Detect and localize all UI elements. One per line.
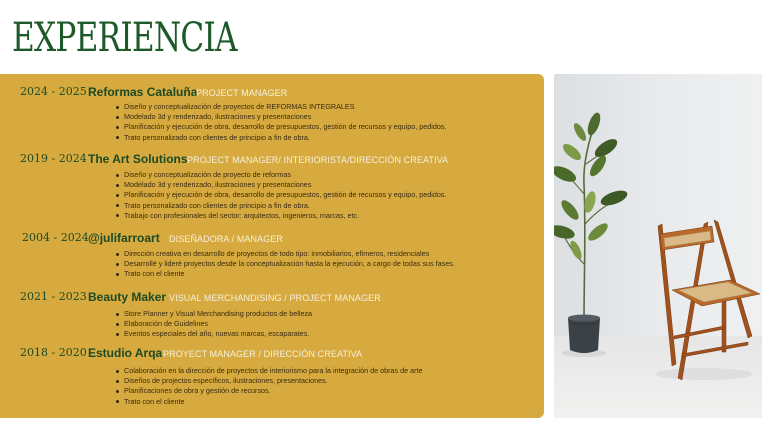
plant-and-chair-photo [554, 74, 762, 418]
page-title: EXPERIENCIA [12, 15, 237, 61]
entry-company: The Art Solutions [88, 152, 188, 166]
entry-header [0, 84, 544, 100]
entry-role: PROJECT MANAGER [196, 88, 288, 98]
entry-role: PROJECT MANAGER/ INTERIORISTA/DIRECCIÓN CREATIVA [187, 155, 449, 165]
entry-company: Beauty Maker [88, 290, 167, 304]
entry-bullets [116, 366, 422, 407]
list-item: Diseño y conceptualización de proyecto de reformas [116, 170, 446, 180]
entry-bullets [116, 102, 446, 143]
list-item: Planificaciones de obra y gestión de recursos. [116, 386, 422, 396]
list-item: Dirección creativa en desarrollo de proyectos de todo tipo: inmobiliarios, efímeros, residenciales [116, 249, 455, 259]
list-item: Elaboración de Guidelines [116, 319, 312, 329]
entry-header [0, 151, 544, 167]
entry-years: 2024 - 2025 [20, 85, 87, 98]
entry-bullets [116, 309, 312, 340]
list-item: Trato con el cliente [116, 269, 455, 279]
entry-role: DISEÑADORA / MANAGER [169, 234, 284, 244]
entry-company: Estudio Arqa [88, 346, 163, 360]
entry-company: Reformas Cataluña [88, 85, 198, 99]
entry-company: @julifarroart [88, 231, 160, 245]
entry-bullets [116, 249, 455, 280]
entry-header [0, 345, 544, 361]
photo-illustration [554, 74, 762, 418]
entry-years: 2018 - 2020 [20, 346, 87, 359]
list-item: Trato personalizado con clientes de principio a fin de obra. [116, 201, 446, 211]
experience-entry [0, 289, 544, 339]
experience-entry [0, 345, 544, 406]
list-item: Planificación y ejecución de obra, desarrollo de presupuestos, gestión de recursos y equipo, pedidos. [116, 122, 446, 132]
entry-years: 2004 - 2024 [22, 231, 89, 244]
list-item: Store Planner y Visual Merchandising productos de belleza [116, 309, 312, 319]
list-item: Eventos especiales del año, nuevas marcas, escaparates. [116, 329, 312, 339]
experience-panel [0, 74, 544, 418]
list-item: Colaboración en la dirección de proyectos de interiorismo para la integración de obras de arte [116, 366, 422, 376]
entry-years: 2019 - 2024 [20, 152, 87, 165]
entry-header [0, 230, 544, 246]
list-item: Planificación y ejecución de obra, desarrollo de presupuestos, gestión de recursos y equipo, pedidos. [116, 190, 446, 200]
entry-role: VISUAL MERCHANDISING / PROJECT MANAGER [169, 293, 381, 303]
entry-years: 2021 - 2023 [20, 290, 87, 303]
list-item: Trato personalizado con clientes de principio a fin de obra. [116, 133, 446, 143]
pot-icon [568, 315, 600, 354]
list-item: Diseño y conceptualización de proyectos de REFORMAS INTEGRALES [116, 102, 446, 112]
experience-entry [0, 84, 544, 142]
entry-role: PROYECT MANAGER / DIRECCIÓN CREATIVA [163, 349, 363, 359]
list-item: Modelado 3d y renderizado, ilustraciones y presentaciones [116, 180, 446, 190]
entry-header [0, 289, 544, 305]
list-item: Trabajo con profesionales del sector: arquitectos, ingenieros, marcas, etc. [116, 211, 446, 221]
list-item: Trato con el cliente [116, 397, 422, 407]
entry-bullets [116, 170, 446, 221]
list-item: Modelado 3d y renderizado, ilustraciones y presentaciones [116, 112, 446, 122]
list-item: Diseños de projectos específicos, ilustraciones, presentaciones. [116, 376, 422, 386]
experience-entry [0, 151, 544, 220]
list-item: Desarrollé y lideré proyectos desde la conceptualización hasta la ejecución, a cargo de todas sus fases. [116, 259, 455, 269]
experience-entry [0, 230, 544, 279]
